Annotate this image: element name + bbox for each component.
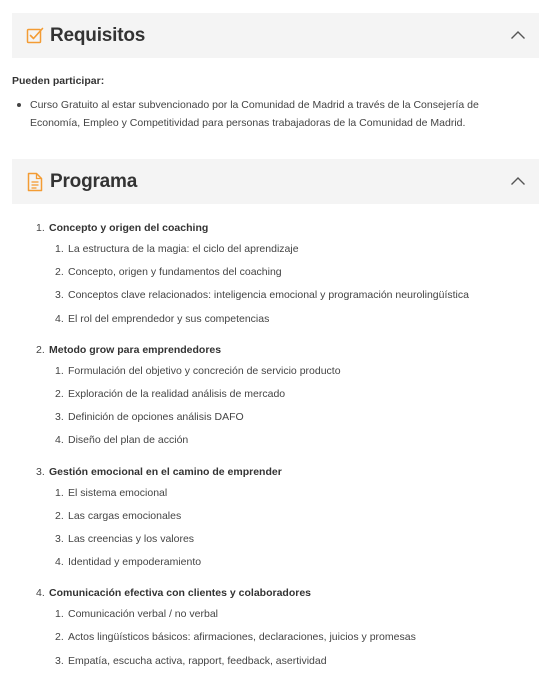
topic-text: Empatía, escucha activa, rapport, feedback, asertividad [68,654,327,667]
topic-text: La estructura de la magia: el ciclo del aprendizaje [68,243,299,255]
topic-number: 1. [55,243,64,255]
module-number: 2. [36,343,45,356]
topic-text: Exploración de la realidad análisis de mercado [68,387,286,400]
module-number: 4. [36,587,45,600]
module-topic [49,408,529,431]
topic-number: 4. [55,556,64,569]
chevron-up-icon[interactable] [510,28,526,40]
module-topic [49,286,529,309]
topic-text: Diseño del plan de acción [68,434,189,447]
topic-text: Actos lingüísticos básicos: afirmaciones, declaraciones, juicios y promesas [68,631,416,644]
document-icon [26,172,44,192]
programa-module [36,341,529,455]
topic-number: 3. [55,289,64,302]
module-number: 3. [36,465,45,478]
module-topic [49,628,529,651]
topic-number: 2. [55,266,64,279]
module-topic [49,530,529,553]
programa-title: Programa [50,170,138,192]
module-title: Gestión emocional en el camino de emprender [49,465,282,478]
topic-number: 2. [55,631,64,644]
topic-number: 4. [55,434,64,447]
topic-text: Formulación del objetivo y concreción de servicio producto [68,364,341,377]
topic-number: 1. [55,608,64,621]
topic-text: Definición de opciones análisis DAFO [68,411,244,424]
module-topic [49,553,529,576]
topic-number: 1. [55,364,64,377]
module-topic [49,310,529,333]
requisitos-item: Curso Gratuito al estar subvencionado por la Comunidad de Madrid a través de la Consejería de Economía, Empleo y Competitividad para personas trabajadoras de la Comunidad de Madrid. [30,96,530,132]
module-topic-list [49,362,529,455]
module-topic [49,484,529,507]
topic-number: 2. [55,387,64,400]
topic-text: Concepto, origen y fundamentos del coaching [68,266,282,279]
module-topic-list [49,484,529,577]
topic-text: Las cargas emocionales [68,509,182,522]
topic-number: 3. [55,532,64,545]
module-topic [49,240,529,263]
module-topic-list [49,240,529,333]
requisitos-label: Pueden participar: [12,75,105,87]
topic-text: El rol del emprendedor y sus competencias [68,312,270,325]
module-number: 1. [36,222,45,234]
chevron-up-icon[interactable] [510,174,526,186]
programa-module [36,219,529,333]
requisitos-title: Requisitos [50,24,146,46]
module-topic [49,605,529,628]
module-title: Metodo grow para emprendedores [49,343,222,356]
topic-number: 4. [55,312,64,325]
topic-text: Identidad y empoderamiento [68,556,202,569]
requisitos-list [12,96,530,132]
programa-header[interactable] [12,159,539,204]
topic-number: 3. [55,411,64,424]
module-title: Comunicación efectiva con clientes y colaboradores [49,587,312,600]
module-topic [49,431,529,454]
programa-module [36,463,529,577]
module-title: Concepto y origen del coaching [49,222,209,234]
topic-text: Las creencias y los valores [68,532,195,545]
topic-text: Comunicación verbal / no verbal [68,608,218,621]
topic-text: El sistema emocional [68,486,168,499]
requisitos-header[interactable] [12,13,539,58]
topic-number: 2. [55,509,64,522]
module-topic [49,507,529,530]
module-topic [49,362,529,385]
programa-list [36,219,529,683]
module-topic [49,385,529,408]
topic-text: Conceptos clave relacionados: inteligencia emocional y programación neurolingüística [68,289,469,302]
programa-module [36,584,529,675]
module-topic-list [49,605,529,675]
topic-number: 3. [55,654,64,667]
module-topic [49,263,529,286]
module-topic [49,652,529,675]
checkbox-edit-icon [26,26,44,46]
topic-number: 1. [55,486,64,499]
